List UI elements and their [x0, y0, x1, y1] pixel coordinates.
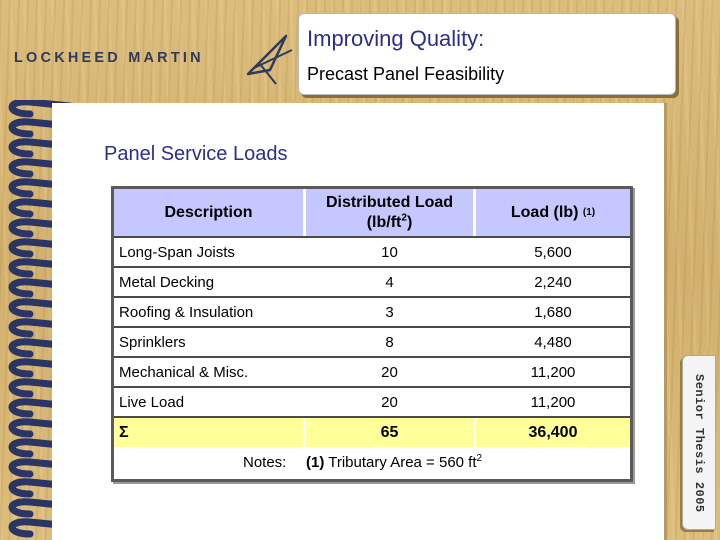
header-distributed-load: Distributed Load $(lb/ft^2)$ [306, 189, 473, 236]
row-distributed: 10 [306, 238, 473, 266]
row-description: Sprinklers [114, 328, 303, 356]
thesis-side-tab [682, 355, 716, 530]
table-sum-row [114, 418, 630, 447]
row-description: Metal Decking [114, 268, 303, 296]
table-row [114, 298, 630, 326]
sum-distributed: 65 [306, 418, 473, 447]
table-row [114, 388, 630, 416]
table-row [114, 238, 630, 266]
table-row [114, 328, 630, 356]
row-distributed: 20 [306, 358, 473, 386]
row-description: Mechanical & Misc. [114, 358, 303, 386]
row-description: Roofing & Insulation [114, 298, 303, 326]
lockheed-martin-logo [12, 30, 292, 90]
row-load: 1,680 [476, 298, 630, 326]
section-title: Panel Service Loads [104, 143, 288, 165]
side-tab-label: Senior Thesis 2005 [692, 374, 706, 513]
table-notes [114, 447, 630, 477]
table-row [114, 358, 630, 386]
row-load: 11,200 [476, 388, 630, 416]
row-description: Long-Span Joists [114, 238, 303, 266]
row-load: 2,240 [476, 268, 630, 296]
row-load: 11,200 [476, 358, 630, 386]
notes-text: (1) Tributary Area = 560 $ft^2$ [306, 453, 483, 471]
sum-load: 36,400 [476, 418, 630, 447]
header-description: Description [114, 189, 303, 236]
notes-label: Notes: [243, 454, 287, 471]
title-box [298, 13, 676, 95]
page-title: Improving Quality: [307, 26, 485, 51]
row-distributed: 4 [306, 268, 473, 296]
row-distributed: 8 [306, 328, 473, 356]
row-distributed: 20 [306, 388, 473, 416]
row-load: 4,480 [476, 328, 630, 356]
star-icon [240, 30, 300, 90]
table-row [114, 268, 630, 296]
row-load: 5,600 [476, 238, 630, 266]
table-header-row [114, 189, 630, 236]
row-description: Live Load [114, 388, 303, 416]
sum-symbol: Σ [114, 418, 303, 447]
loads-table [111, 186, 633, 482]
header-load: Load (lb) (1) [476, 189, 630, 236]
row-distributed: 3 [306, 298, 473, 326]
page-subtitle: Precast Panel Feasibility [307, 64, 505, 84]
logo-wordmark: LOCKHEED MARTIN [14, 50, 204, 66]
